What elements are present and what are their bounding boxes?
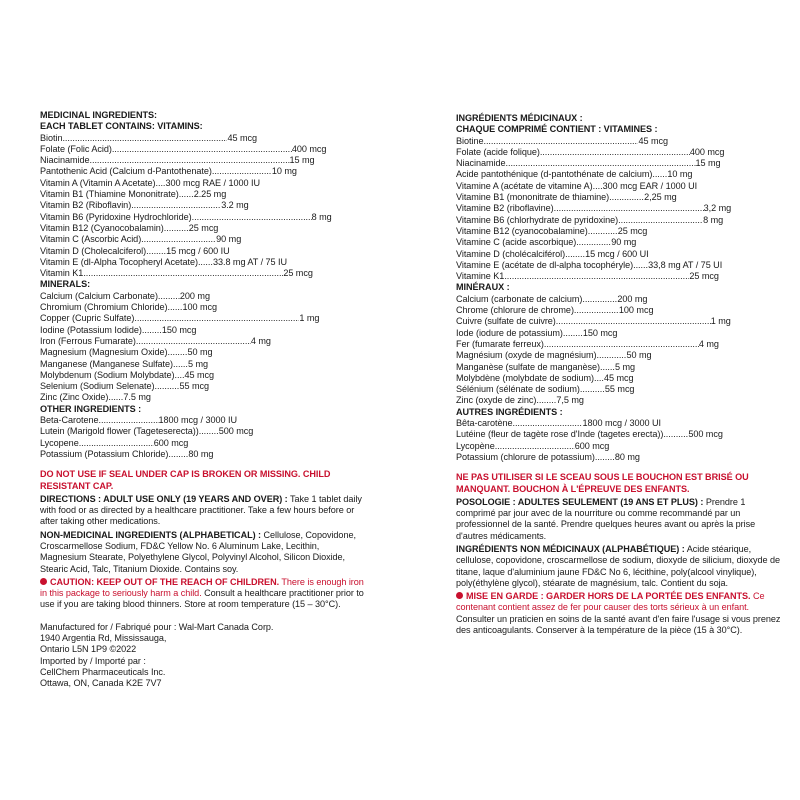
ingredient-name: Vitamin B1 (Thiamine Mononitrate) bbox=[40, 189, 179, 200]
ingredient-amount: 45 mcg bbox=[638, 135, 668, 146]
ingredient-name: Vitamin B2 (Riboflavin) bbox=[40, 200, 132, 211]
seal-warning: DO NOT USE IF SEAL UNDER CAP IS BROKEN OR MISSING. CHILD RESISTANT CAP. bbox=[40, 469, 331, 491]
ingredient-name: Manganese (Manganese Sulfate) bbox=[40, 358, 174, 369]
ingredient-row bbox=[40, 178, 365, 189]
ingredient-row bbox=[40, 426, 365, 437]
ingredient-name: Lutein (Marigold flower (Tageteserecta)) bbox=[40, 426, 199, 437]
ingredient-amount: 150 mcg bbox=[582, 327, 618, 338]
ingredient-row bbox=[456, 136, 786, 147]
ingredient-row bbox=[456, 192, 786, 203]
ingredient-amount: 150 mcg bbox=[161, 324, 197, 335]
ingredient-row bbox=[40, 302, 365, 313]
leader-dots bbox=[506, 158, 696, 169]
ingredient-row bbox=[40, 166, 365, 177]
ingredient-name: Calcium (Calcium Carbonate) bbox=[40, 290, 158, 301]
leader-dots bbox=[136, 336, 251, 347]
leader-dots bbox=[146, 246, 166, 257]
ingredient-name: Molybdenum (Sodium Molybdate) bbox=[40, 369, 175, 380]
ingredient-amount: 80 mg bbox=[188, 448, 214, 459]
leader-dots bbox=[593, 181, 603, 192]
ingredient-amount: 15 mcg / 600 UI bbox=[585, 248, 649, 259]
leader-dots bbox=[167, 302, 182, 313]
ingredient-row bbox=[40, 359, 365, 370]
ingredient-amount: 500 mcg bbox=[688, 429, 723, 440]
ingredient-amount: 15 mg bbox=[289, 155, 315, 166]
leader-dots bbox=[164, 223, 189, 234]
leader-dots bbox=[563, 328, 583, 339]
ingredient-row bbox=[456, 169, 786, 180]
ingredient-amount: 5 mg bbox=[188, 358, 209, 369]
leader-dots bbox=[540, 147, 690, 158]
ingredient-name: Copper (Cupric Sulfate) bbox=[40, 313, 135, 324]
ingredient-name: Vitamine B2 (riboflavine) bbox=[456, 203, 554, 214]
ingredient-name: Potassium (Potassium Chloride) bbox=[40, 448, 169, 459]
ingredient-name: Bêta-carotène bbox=[456, 418, 513, 429]
ingredient-amount: 5 mg bbox=[615, 361, 636, 372]
directions bbox=[456, 497, 786, 542]
leader-dots bbox=[175, 370, 185, 381]
ingredient-amount: 600 mcg bbox=[574, 440, 610, 451]
ingredient-amount: 25 mcg bbox=[617, 225, 648, 236]
ingredient-amount: 90 mg bbox=[611, 237, 637, 248]
caution-text: Consult a healthcare practitioner prior to use if you are taking blood thinners. Store at room temperature (15 – 30°C). bbox=[40, 588, 364, 610]
ingredient-name: Biotine bbox=[456, 135, 484, 146]
ingredient-name: Lycopène bbox=[456, 440, 495, 451]
leader-dots bbox=[112, 144, 292, 155]
leader-dots bbox=[141, 234, 216, 245]
caution bbox=[40, 577, 365, 611]
leader-dots bbox=[83, 268, 283, 279]
ingredient-row bbox=[40, 189, 365, 200]
ingredient-name: Vitamin D (Cholecalciferol) bbox=[40, 245, 147, 256]
leader-dots bbox=[142, 325, 162, 336]
ingredient-name: Vitamin E (dl-Alpha Tocopheryl Acetate) bbox=[40, 256, 198, 267]
ingredient-amount: 25 mcg bbox=[689, 271, 719, 282]
leader-dots bbox=[504, 271, 689, 282]
ingredient-row bbox=[40, 246, 365, 257]
ingredient-row bbox=[456, 452, 786, 463]
ingredient-name: Magnesium (Magnesium Oxide) bbox=[40, 347, 168, 358]
warning-icon bbox=[40, 578, 47, 585]
seal-warning: NE PAS UTILISER SI LE SCEAU SOUS LE BOUCHON EST BRISÉ OU MANQUANT. BOUCHON À L'ÉPREUVE DES ENFANTS. bbox=[456, 472, 749, 494]
minerals-heading: MINERALS: bbox=[40, 279, 91, 290]
ingredient-row bbox=[456, 181, 786, 192]
ingredient-name: Vitamine B12 (cyanocobalamine) bbox=[456, 225, 588, 236]
ingredient-name: Fer (fumarate ferreux) bbox=[456, 338, 544, 349]
leader-dots bbox=[79, 438, 154, 449]
ingredient-name: Selenium (Sodium Selenate) bbox=[40, 381, 155, 392]
ingredient-amount: 1800 mcg / 3000 IU bbox=[158, 415, 237, 426]
directions-text: Take 1 tablet daily with food or as directed by a healthcare practitioner. Take a few hours before or after taking other medications. bbox=[40, 493, 362, 527]
ingredient-name: Folate (Folic Acid) bbox=[40, 143, 112, 154]
ingredient-row bbox=[40, 336, 365, 347]
medicinal-ingredients-heading: INGRÉDIENTS MÉDICINAUX : bbox=[456, 113, 583, 123]
ingredient-name: Vitamine E (acétate de dl-alpha tocophéryle) bbox=[456, 259, 634, 270]
minerals-list bbox=[456, 294, 786, 407]
ingredient-row bbox=[40, 381, 365, 392]
non-medicinal-label: INGRÉDIENTS NON MÉDICINAUX (ALPHABÉTIQUE) : bbox=[456, 543, 685, 554]
ingredient-amount: 200 mg bbox=[179, 290, 210, 301]
ingredient-row bbox=[40, 200, 365, 211]
ingredient-row bbox=[40, 415, 365, 426]
ingredient-amount: 1 mg bbox=[299, 313, 320, 324]
ingredient-name: Iodine (Potassium Iodide) bbox=[40, 324, 142, 335]
leader-dots bbox=[576, 237, 611, 248]
ingredient-row bbox=[456, 249, 786, 260]
ingredient-amount: 90 mg bbox=[216, 234, 242, 245]
ingredient-amount: 1 mg bbox=[710, 316, 731, 327]
leader-dots bbox=[574, 305, 619, 316]
leader-dots bbox=[198, 257, 213, 268]
caution-iron-text: There is enough iron in this package to seriously harm a child. bbox=[40, 576, 364, 599]
caution-text: Consulter un praticien en soins de la santé avant d'en faire l'usage si vous prenez des anticoagulants. Conserver à la température de la pièce (15 à 30°C). bbox=[456, 613, 781, 636]
ingredient-amount: 55 mcg bbox=[179, 381, 209, 392]
ingredient-name: Iron (Ferrous Fumarate) bbox=[40, 335, 136, 346]
ingredient-row bbox=[456, 147, 786, 158]
ingredient-row bbox=[40, 438, 365, 449]
ingredient-row bbox=[40, 234, 365, 245]
ingredient-amount: 45 mcg bbox=[184, 369, 215, 380]
directions bbox=[40, 494, 365, 528]
ingredient-row bbox=[456, 271, 786, 282]
non-medicinal-label: NON-MEDICINAL INGREDIENTS (ALPHABETICAL) : bbox=[40, 529, 262, 540]
ingredient-name: Vitamine K1 bbox=[456, 271, 505, 282]
vitamins-heading: EACH TABLET CONTAINS: VITAMINS: bbox=[40, 121, 203, 132]
leader-dots bbox=[168, 347, 188, 358]
ingredient-row bbox=[40, 325, 365, 336]
manufacturer-line: 1940 Argentia Rd, Mississauga, bbox=[40, 633, 167, 644]
manufacturer-line: Ottawa, ON, Canada K2E 7V7 bbox=[40, 678, 162, 689]
leader-dots bbox=[192, 212, 312, 223]
ingredient-name: Potassium (chlorure de potassium) bbox=[456, 451, 595, 462]
ingredient-name: Lutéine (fleur de tagète rose d'Inde (tagetes erecta)) bbox=[456, 429, 664, 440]
leader-dots bbox=[156, 178, 166, 189]
ingredient-name: Vitamine B6 (chlorhydrate de pyridoxine) bbox=[456, 214, 619, 225]
ingredient-name: Sélénium (sélénate de sodium) bbox=[456, 384, 580, 395]
caution-label: CAUTION: KEEP OUT OF THE REACH OF CHILDREN. bbox=[50, 576, 280, 587]
non-medicinal-ingredients bbox=[456, 544, 786, 589]
ingredient-name: Pantothenic Acid (Calcium d-Pantothenate) bbox=[40, 166, 212, 177]
ingredient-amount: 400 mcg bbox=[291, 143, 327, 154]
vitamins-list bbox=[456, 136, 786, 283]
leader-dots bbox=[633, 260, 648, 271]
ingredient-amount: 15 mg bbox=[695, 158, 721, 169]
ingredient-name: Vitamine A (acétate de vitamine A) bbox=[456, 180, 593, 191]
ingredient-name: Vitamin A (Vitamin A Acetate) bbox=[40, 177, 156, 188]
ingredient-amount: 100 mcg bbox=[618, 305, 654, 316]
ingredient-row bbox=[40, 144, 365, 155]
leader-dots bbox=[158, 291, 180, 302]
ingredient-name: Iode (iodure de potassium) bbox=[456, 327, 563, 338]
ingredient-name: Zinc (Zinc Oxide) bbox=[40, 392, 109, 403]
french-column bbox=[456, 113, 786, 636]
ingredient-name: Vitamine C (acide ascorbique) bbox=[456, 237, 577, 248]
ingredient-row bbox=[456, 215, 786, 226]
ingredient-row bbox=[40, 313, 365, 324]
ingredient-amount: 33.8 mg AT / 75 IU bbox=[212, 256, 288, 267]
ingredient-name: Acide pantothénique (d-pantothénate de calcium) bbox=[456, 169, 653, 180]
ingredient-amount: 33,8 mg AT / 75 UI bbox=[648, 259, 723, 270]
ingredient-row bbox=[456, 237, 786, 248]
ingredient-row bbox=[40, 370, 365, 381]
ingredient-amount: 400 mcg bbox=[689, 146, 725, 157]
caution-iron-text: Ce contenant contient assez de fer pour causer des torts sérieux à un enfant. bbox=[456, 591, 765, 613]
ingredient-row bbox=[456, 441, 786, 452]
ingredient-amount: 50 mg bbox=[187, 347, 213, 358]
leader-dots bbox=[108, 392, 123, 403]
ingredient-amount: 500 mcg bbox=[218, 426, 254, 437]
leader-dots bbox=[597, 350, 627, 361]
english-column bbox=[40, 110, 365, 690]
minerals-heading: MINÉRAUX : bbox=[456, 282, 510, 293]
leader-dots bbox=[594, 373, 604, 384]
ingredient-amount: 600 mcg bbox=[153, 437, 189, 448]
ingredient-row bbox=[456, 226, 786, 237]
ingredient-name: Manganèse (sulfate de manganèse) bbox=[456, 361, 600, 372]
warning-icon bbox=[456, 592, 463, 599]
leader-dots bbox=[168, 449, 188, 460]
ingredient-amount: 100 mcg bbox=[182, 302, 217, 313]
ingredient-amount: 300 mcg EAR / 1000 UI bbox=[602, 180, 698, 191]
ingredient-amount: 8 mg bbox=[703, 214, 724, 225]
ingredient-amount: 80 mg bbox=[614, 451, 640, 462]
ingredient-amount: 25 mcg bbox=[188, 222, 219, 233]
ingredient-row bbox=[456, 305, 786, 316]
leader-dots bbox=[483, 136, 638, 147]
ingredient-name: Calcium (carbonate de calcium) bbox=[456, 293, 583, 304]
ingredient-amount: 300 mcg RAE / 1000 IU bbox=[165, 177, 260, 188]
other-ingredients-list bbox=[456, 418, 786, 463]
ingredient-row bbox=[456, 294, 786, 305]
ingredient-name: Lycopene bbox=[40, 437, 79, 448]
ingredient-amount: 3,2 mg bbox=[703, 203, 732, 214]
ingredient-name: Niacinamide bbox=[40, 155, 90, 166]
non-medicinal-ingredients bbox=[40, 530, 365, 575]
non-medicinal-text: Cellulose, Copovidone, Croscarmellose Sodium, FD&C Yellow No. 6 Aluminum Lake, Lecithin, Magnesium Stearate, Polyethylene Glycol, Polyvinyl Alcohol, Silicon Dioxide, Stearic Acid, Talc, Titanium Dioxide. Contains soy. bbox=[40, 529, 356, 574]
ingredient-amount: 200 mg bbox=[617, 293, 648, 304]
ingredient-amount: 45 mcg bbox=[227, 132, 257, 143]
leader-dots bbox=[179, 189, 194, 200]
leader-dots bbox=[618, 215, 703, 226]
ingredient-name: Magnésium (oxyde de magnésium) bbox=[456, 350, 597, 361]
ingredient-row bbox=[456, 395, 786, 406]
manufacturer-line: CellChem Pharmaceuticals Inc. bbox=[40, 666, 166, 677]
leader-dots bbox=[544, 339, 699, 350]
ingredient-row bbox=[456, 384, 786, 395]
ingredient-amount: 3.2 mg bbox=[221, 200, 249, 211]
ingredient-name: Niacinamide bbox=[456, 158, 506, 169]
ingredient-row bbox=[40, 133, 365, 144]
ingredient-name: Vitamine D (cholécalciférol) bbox=[456, 248, 566, 259]
ingredient-name: Zinc (oxyde de zinc) bbox=[456, 395, 537, 406]
ingredient-name: Cuivre (sulfate de cuivre) bbox=[456, 316, 556, 327]
ingredient-amount: 1800 mcg / 3000 UI bbox=[582, 418, 661, 429]
ingredient-name: Vitamin B12 (Cyanocobalamin) bbox=[40, 222, 164, 233]
leader-dots bbox=[580, 384, 605, 395]
ingredient-row bbox=[40, 212, 365, 223]
ingredient-amount: 2,25 mg bbox=[644, 192, 677, 203]
leader-dots bbox=[495, 441, 575, 452]
leader-dots bbox=[536, 395, 556, 406]
manufacturer-info bbox=[40, 622, 365, 690]
leader-dots bbox=[609, 192, 644, 203]
ingredient-name: Vitamin B6 (Pyridoxine Hydrochloride) bbox=[40, 211, 192, 222]
ingredient-row bbox=[456, 373, 786, 384]
ingredient-row bbox=[40, 155, 365, 166]
ingredient-amount: 45 mcg bbox=[603, 372, 634, 383]
other-ingredients-list bbox=[40, 415, 365, 460]
ingredient-amount: 55 mcg bbox=[604, 384, 635, 395]
leader-dots bbox=[173, 359, 188, 370]
leader-dots bbox=[663, 429, 688, 440]
directions-label: POSOLOGIE : ADULTES SEULEMENT (19 ANS ET PLUS) : bbox=[456, 496, 704, 507]
ingredient-amount: 15 mcg / 600 IU bbox=[166, 245, 230, 256]
ingredient-row bbox=[40, 347, 365, 358]
ingredient-row bbox=[40, 223, 365, 234]
ingredient-amount: 10 mg bbox=[667, 169, 693, 180]
leader-dots bbox=[588, 226, 618, 237]
manufacturer-line: Ontario L5N 1P9 ©2022 bbox=[40, 644, 137, 655]
ingredient-row bbox=[456, 362, 786, 373]
ingredient-name: Chromium (Chromium Chloride) bbox=[40, 302, 168, 313]
manufacturer-line: Imported by / Importé par : bbox=[40, 655, 146, 666]
ingredient-name: Vitamin C (Ascorbic Acid) bbox=[40, 234, 142, 245]
ingredient-row bbox=[456, 203, 786, 214]
ingredient-row bbox=[40, 392, 365, 403]
leader-dots bbox=[99, 415, 159, 426]
ingredient-name: Chrome (chlorure de chrome) bbox=[456, 305, 574, 316]
ingredient-row bbox=[456, 158, 786, 169]
ingredient-amount: 7,5 mg bbox=[556, 395, 584, 406]
other-ingredients-heading: OTHER INGREDIENTS : bbox=[40, 403, 142, 414]
ingredient-row bbox=[456, 429, 786, 440]
directions-label: DIRECTIONS : ADULT USE ONLY (19 YEARS AND OVER) : bbox=[40, 493, 288, 504]
leader-dots bbox=[131, 200, 221, 211]
ingredient-row bbox=[456, 316, 786, 327]
leader-dots bbox=[90, 155, 290, 166]
ingredient-name: Vitamine B1 (mononitrate de thiamine) bbox=[456, 192, 610, 203]
leader-dots bbox=[512, 418, 582, 429]
ingredient-row bbox=[40, 268, 365, 279]
other-ingredients-heading: AUTRES INGRÉDIENTS : bbox=[456, 406, 563, 417]
leader-dots bbox=[652, 169, 667, 180]
medicinal-ingredients-heading: MEDICINAL INGREDIENTS: bbox=[40, 110, 157, 120]
leader-dots bbox=[595, 452, 615, 463]
ingredient-name: Biotin bbox=[40, 132, 63, 143]
leader-dots bbox=[212, 166, 272, 177]
ingredient-row bbox=[456, 350, 786, 361]
leader-dots bbox=[62, 133, 227, 144]
manufacturer-line: Manufactured for / Fabriqué pour : Wal-Mart Canada Corp. bbox=[40, 621, 274, 632]
ingredient-row bbox=[456, 260, 786, 271]
minerals-list bbox=[40, 291, 365, 404]
ingredient-row bbox=[456, 418, 786, 429]
ingredient-row bbox=[456, 328, 786, 339]
ingredient-row bbox=[456, 339, 786, 350]
caution bbox=[456, 591, 786, 636]
leader-dots bbox=[154, 381, 179, 392]
ingredient-amount: 4 mg bbox=[698, 338, 719, 349]
directions-text: Prendre 1 comprimé par jour avec de la nourriture ou comme recommandé par un professionnel de la santé. Prendre quelques heures avant ou après la prise d'autres médicaments. bbox=[456, 496, 756, 541]
ingredient-name: Vitamin K1 bbox=[40, 268, 84, 279]
ingredient-amount: 50 mg bbox=[626, 350, 652, 361]
ingredient-row bbox=[40, 257, 365, 268]
ingredient-name: Folate (acide folique) bbox=[456, 146, 540, 157]
ingredient-amount: 10 mg bbox=[271, 166, 297, 177]
leader-dots bbox=[134, 313, 299, 324]
ingredient-amount: 7.5 mg bbox=[123, 392, 151, 403]
leader-dots bbox=[565, 249, 585, 260]
ingredient-amount: 4 mg bbox=[250, 335, 271, 346]
leader-dots bbox=[199, 426, 219, 437]
leader-dots bbox=[556, 316, 711, 327]
vitamins-heading: CHAQUE COMPRIMÉ CONTIENT : VITAMINES : bbox=[456, 124, 658, 135]
ingredient-name: Molybdène (molybdate de sodium) bbox=[456, 372, 594, 383]
non-medicinal-text: Acide stéarique, cellulose, copovidone, croscarmellose de sodium, dioxyde de silicium, dioxyde de titane, laque d'aluminium jaune FD&C No 6, lécithine, poly(alcool vinylique), poly(éthylène glycol), stéarate de magnésium, talc. Contient du soja. bbox=[456, 543, 781, 588]
caution-label: MISE EN GARDE : GARDER HORS DE LA PORTÉE DES ENFANTS. bbox=[466, 591, 751, 602]
ingredient-amount: 2.25 mg bbox=[193, 189, 227, 200]
ingredient-amount: 8 mg bbox=[311, 211, 332, 222]
ingredient-row bbox=[40, 449, 365, 460]
ingredient-amount: 25 mcg bbox=[283, 268, 313, 279]
ingredient-name: Beta-Carotene bbox=[40, 415, 99, 426]
ingredient-row bbox=[40, 291, 365, 302]
leader-dots bbox=[600, 362, 615, 373]
leader-dots bbox=[582, 294, 617, 305]
vitamins-list bbox=[40, 133, 365, 280]
leader-dots bbox=[554, 203, 704, 214]
